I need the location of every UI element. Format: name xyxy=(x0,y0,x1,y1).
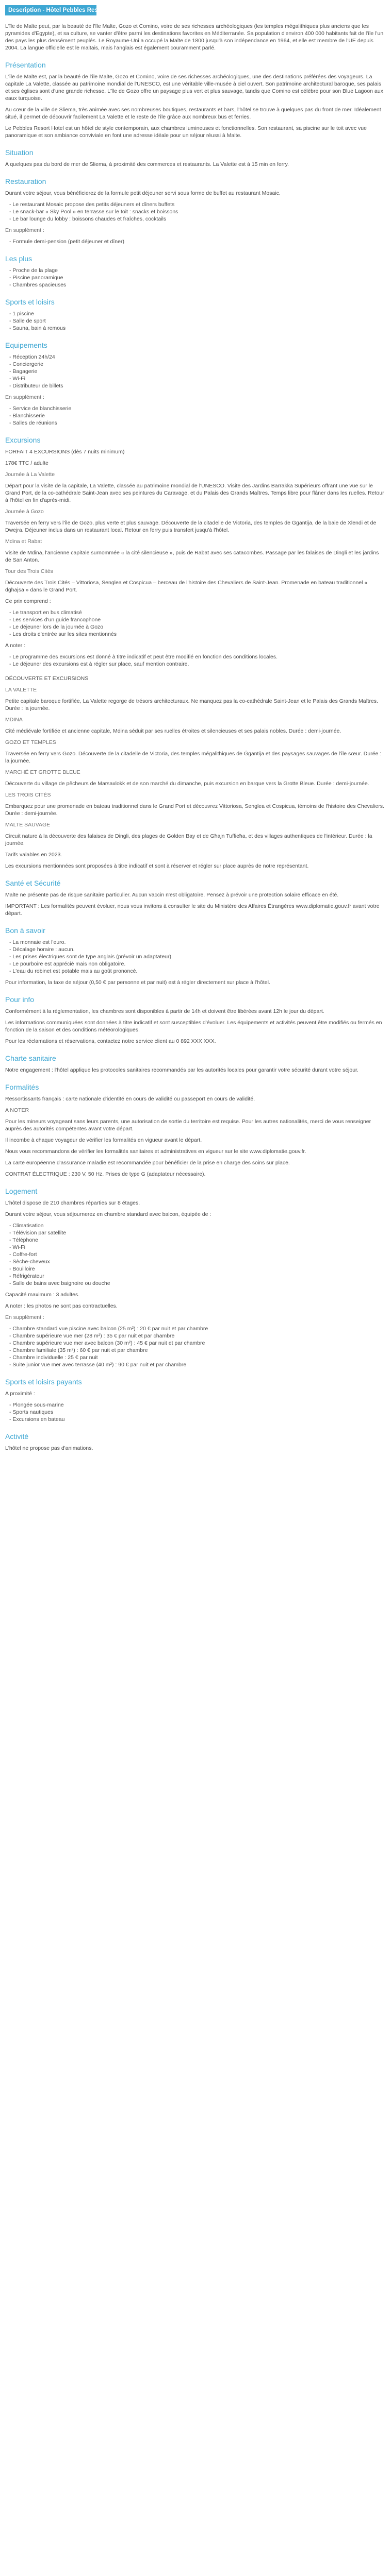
section-heading-les-plus: Les plus xyxy=(5,255,32,263)
list-item: - Chambre supérieure vue mer (28 m²) : 35 € par nuit et par chambre xyxy=(9,1332,386,1340)
list-item: - Le transport en bus climatisé xyxy=(9,609,386,616)
list-item: - Distributeur de billets xyxy=(9,382,386,389)
situation-text: A quelques pas du bord de mer de Sliema, à proximité des commerces et restaurants. La Valette est à 15 min en ferry. xyxy=(5,161,289,167)
activite-text: L'hôtel ne propose pas d'animations. xyxy=(5,1445,93,1451)
excursions-notes-title: A noter : xyxy=(5,642,26,649)
bon-a-savoir-list xyxy=(5,939,386,975)
logement-capacity: Capacité maximum : 3 adultes. xyxy=(5,1292,80,1298)
list-item: - Sauna, bain à remous xyxy=(9,325,386,332)
info-p3: Pour les réclamations et réservations, contactez notre service client au 0 892 XXX XXX. xyxy=(5,1038,216,1044)
info-p2: Les informations communiquées sont données à titre indicatif et sont susceptibles d'évoluer. Les équipements et activités peuvent être modifiés ou fermés en fonction de la saison et des conditions météorologiques. xyxy=(5,1020,382,1033)
list-item: - Bouilloire xyxy=(9,1265,386,1273)
equipements-supplement-list xyxy=(5,405,386,427)
formalites-p6: CONTRAT ÉLECTRIQUE : 230 V, 50 Hz. Prises de type G (adaptateur nécessaire). xyxy=(5,1171,206,1177)
bon-a-savoir-text: Pour information, la taxe de séjour (0,50 € par personne et par nuit) est à régler directement sur place à l'hôtel. xyxy=(5,979,270,986)
list-item: - Blanchisserie xyxy=(9,412,386,419)
list-item: - Chambre individuelle : 25 € par nuit xyxy=(9,1354,386,1361)
decouverte-text-5: Embarquez pour une promenade en bateau traditionnel dans le Grand Port et découvrez Vittoriosa, Senglea et Cospicua, témoins de l'histoire des Chevaliers. Durée : demi-journée. xyxy=(5,803,384,817)
formalites-p3: Il incombe à chaque voyageur de vérifier les formalités en vigueur avant le départ. xyxy=(5,1137,202,1143)
list-item: - Télévision par satellite xyxy=(9,1229,386,1236)
list-item: - Plongée sous-marine xyxy=(9,1401,386,1409)
list-item: - Salles de réunions xyxy=(9,419,386,427)
decouverte-heading: DÉCOUVERTE ET EXCURSIONS xyxy=(5,675,89,682)
equipements-supplement-title: En supplément : xyxy=(5,394,44,400)
list-item: - Le programme des excursions est donné à titre indicatif et peut être modifié en fonction des conditions locales. xyxy=(9,653,386,660)
list-item: - Chambre familiale (35 m²) : 60 € par nuit et par chambre xyxy=(9,1347,386,1354)
list-item: - Chambre standard vue piscine avec balcon (25 m²) : 20 € par nuit et par chambre xyxy=(9,1325,386,1332)
list-item: - Formule demi-pension (petit déjeuner et dîner) xyxy=(9,238,386,245)
les-plus-list xyxy=(5,267,386,289)
sports-payants-intro: A proximité : xyxy=(5,1391,35,1397)
decouverte-text-3: Traversée en ferry vers Gozo. Découverte de la citadelle de Victoria, des temples mégalithiques de Ġgantija et des paysages sauvages de l'île sœur. Durée : la journée. xyxy=(5,751,382,764)
section-heading-equipements: Equipements xyxy=(5,341,47,349)
excursions-price: 178€ TTC / adulte xyxy=(5,460,48,466)
list-item: - Excursions en bateau xyxy=(9,1416,386,1423)
decouverte-notice: Les excursions mentionnées sont proposées à titre indicatif et sont à réserver et régler sur place auprès de notre représentant. xyxy=(5,863,309,869)
charte-text: Notre engagement : l'hôtel applique les protocoles sanitaires recommandés par les autorités locales pour garantir votre sécurité durant votre séjour. xyxy=(5,1067,359,1073)
section-heading-charte: Charte sanitaire xyxy=(5,1054,56,1062)
formalites-p2: Pour les mineurs voyageant sans leurs parents, une autorisation de sortie du territoire est requise. Pour les autres nationalités, merci de vous renseigner auprès des autorités compétentes avant votre départ. xyxy=(5,1118,371,1132)
excursions-includes-title: Ce prix comprend : xyxy=(5,598,51,604)
restauration-intro: Durant votre séjour, vous bénéficierez de la formule petit déjeuner servi sous forme de buffet au restaurant Mosaic. xyxy=(5,190,281,196)
info-p1: Conformément à la réglementation, les chambres sont disponibles à partir de 14h et doivent être libérées avant 12h le jour du départ. xyxy=(5,1008,324,1014)
decouverte-title-6: MALTE SAUVAGE xyxy=(5,822,51,828)
decouverte-title-1: LA VALETTE xyxy=(5,687,37,693)
list-item: - Salle de sport xyxy=(9,317,386,325)
decouverte-text-2: Cité médiévale fortifiée et ancienne capitale, Mdina séduit par ses ruelles étroites et silencieuses et ses palais nobles. Durée : demi-journée. xyxy=(5,728,341,734)
sports-payants-list xyxy=(5,1401,386,1423)
list-item: - Service de blanchisserie xyxy=(9,405,386,412)
logement-equipment-list xyxy=(5,1222,386,1287)
section-heading-activite: Activité xyxy=(5,1432,29,1440)
excursion-3-text: Visite de Mdina, l'ancienne capitale surnommée « la cité silencieuse », puis de Rabat avec ses catacombes. Passage par les falaises de Dingli et les jardins de San Anton. xyxy=(5,550,379,563)
section-heading-situation: Situation xyxy=(5,148,34,157)
excursion-4-text: Découverte des Trois Cités – Vittoriosa, Senglea et Cospicua – berceau de l'histoire des Chevaliers de Saint-Jean. Promenade en bateau traditionnel « dghajsa » dans le Grand Port. xyxy=(5,580,368,593)
section-heading-restauration: Restauration xyxy=(5,177,46,185)
equipements-list xyxy=(5,353,386,389)
list-item: - Le snack-bar « Sky Pool » en terrasse sur le toit : snacks et boissons xyxy=(9,208,386,215)
excursions-includes-list xyxy=(5,609,386,638)
decouverte-title-4: MARCHÉ ET GROTTE BLEUE xyxy=(5,769,80,775)
formalites-p1: Ressortissants français : carte nationale d'identité en cours de validité ou passeport en cours de validité. xyxy=(5,1096,255,1102)
page-title: Description - Hôtel Pebbles Resort Hotel **** xyxy=(5,5,96,15)
restauration-supplement-list xyxy=(5,238,386,245)
section-heading-presentation: Présentation xyxy=(5,61,46,69)
section-heading-excursions: Excursions xyxy=(5,436,41,444)
list-item: - Suite junior vue mer avec terrasse (40 m²) : 90 € par nuit et par chambre xyxy=(9,1361,386,1368)
logement-equipment-title: Durant votre séjour, vous séjournerez en chambre standard avec balcon, équipée de : xyxy=(5,1211,211,1217)
list-item: - Décalage horaire : aucun. xyxy=(9,946,386,953)
section-heading-sports: Sports et loisirs xyxy=(5,298,55,306)
sante-p2: IMPORTANT : Les formalités peuvent évoluer, nous vous invitons à consulter le site du Ministère des Affaires Étrangères www.diplomatie.gouv.fr avant votre départ. xyxy=(5,903,380,917)
list-item: - Coffre-fort xyxy=(9,1251,386,1258)
decouverte-tarifs: Tarifs valables en 2023. xyxy=(5,852,62,858)
list-item: - Réfrigérateur xyxy=(9,1273,386,1280)
list-item: - 1 piscine xyxy=(9,310,386,317)
list-item: - Réception 24h/24 xyxy=(9,353,386,361)
list-item: - Téléphone xyxy=(9,1236,386,1244)
list-item: - Le restaurant Mosaic propose des petits déjeuners et dîners buffets xyxy=(9,201,386,208)
list-item: - Bagagerie xyxy=(9,368,386,375)
list-item: - La monnaie est l'euro. xyxy=(9,939,386,946)
logement-supplement-list xyxy=(5,1325,386,1368)
restauration-supplement-title: En supplément : xyxy=(5,227,44,233)
decouverte-text-1: Petite capitale baroque fortifiée, La Valette regorge de trésors architecturaux. Ne manquez pas la co-cathédrale Saint-Jean et le Palais des Grands Maîtres. Durée : la journée. xyxy=(5,698,378,711)
decouverte-text-6: Circuit nature à la découverte des falaises de Dingli, des plages de Golden Bay et de Għajn Tuffieħa, et des villages authentiques de l'intérieur. Durée : la journée. xyxy=(5,833,372,846)
page-content xyxy=(0,5,391,1452)
logement-note: A noter : les photos ne sont pas contractuelles. xyxy=(5,1303,118,1309)
presentation-p1: L'île de Malte est, par la beauté de l'île Malte, Gozo et Comino, voire de ses richesses archéologiques, une des destinations préférées des voyageurs. La capitale La Valette, classée au patrimoine mondial de l'UNESCO, est une véritable ville-musée à ciel ouvert. Son patrimoine architectural baroque, ses palais et ses églises sont d'une grande richesse. L'île de Gozo offre un paysage plus vert et plus sauvage, tandis que Comino est célèbre pour son Blue Lagoon aux eaux turquoise. xyxy=(5,74,383,101)
section-heading-bon-a-savoir: Bon à savoir xyxy=(5,926,45,935)
list-item: - Proche de la plage xyxy=(9,267,386,274)
list-item: - Les prises électriques sont de type anglais (prévoir un adaptateur). xyxy=(9,953,386,960)
list-item: - Les services d'un guide francophone xyxy=(9,616,386,623)
excursions-notes-list xyxy=(5,653,386,668)
excursion-2-title: Journée à Gozo xyxy=(5,509,44,515)
list-item: - Chambres spacieuses xyxy=(9,281,386,289)
excursion-1-text: Départ pour la visite de la capitale, La Valette, classée au patrimoine mondial de l'UNESCO. Visite des Jardins Barrakka Supérieurs offrant une vue sur le Grand Port, de la co-cathédrale Saint-Jean avec ses peintures du Caravage, et du Palais des Grands Maîtres. Temps libre pour flâner dans les ruelles. Retour à l'hôtel en fin d'après-midi. xyxy=(5,483,384,503)
list-item: - Salle de bains avec baignoire ou douche xyxy=(9,1280,386,1287)
decouverte-title-2: MDINA xyxy=(5,717,23,723)
list-item: - Sèche-cheveux xyxy=(9,1258,386,1265)
section-heading-sports-payants: Sports et loisirs payants xyxy=(5,1378,82,1386)
section-heading-logement: Logement xyxy=(5,1187,38,1195)
section-heading-formalites: Formalités xyxy=(5,1083,39,1091)
sports-list xyxy=(5,310,386,332)
excursion-4-title: Tour des Trois Cités xyxy=(5,568,53,574)
list-item: - Le pourboire est apprécié mais non obligatoire. xyxy=(9,960,386,968)
list-item: - Conciergerie xyxy=(9,361,386,368)
excursion-1-title: Journée à La Valette xyxy=(5,471,55,478)
formalites-notice-title: A NOTER xyxy=(5,1107,29,1113)
sante-p1: Malte ne présente pas de risque sanitaire particulier. Aucun vaccin n'est obligatoire. Pensez à prévoir une protection solaire efficace en été. xyxy=(5,892,339,898)
intro-text: L'île de Malte peut, par la beauté de l'île Malte, Gozo et Comino, voire de ses richesses archéologiques (les temples mégalithiques plus anciens que les pyramides d'Egypte), et sa culture, se vanter d'être parmi les destinations favorites en Méditerranée. Sa population d'environ 400 000 habitants fait de l'île l'un des pays les plus densément peuplés. Le Royaume-Uni a occupé la Malte de 1800 jusqu'à son indépendance en 1964, et elle est membre de l'UE depuis 2004. La langue officielle est le maltais, mais l'anglais est également couramment parlé. xyxy=(5,23,384,51)
presentation-p2: Au cœur de la ville de Sliema, très animée avec ses nombreuses boutiques, restaurants et bars, l'hôtel se trouve à quelques pas du front de mer. Idéalement situé, il permet de découvrir facilement La Valette et le reste de l'île grâce aux nombreux bus et ferries. xyxy=(5,107,381,120)
logement-supplement-title: En supplément : xyxy=(5,1314,44,1320)
list-item: - Le déjeuner des excursions est à régler sur place, sauf mention contraire. xyxy=(9,660,386,668)
section-heading-pour-info: Pour info xyxy=(5,995,35,1004)
restauration-list xyxy=(5,201,386,223)
list-item: - Piscine panoramique xyxy=(9,274,386,281)
formalites-p4: Nous vous recommandons de vérifier les formalités sanitaires et administratives en vigueur sur le site www.diplomatie.gouv.fr. xyxy=(5,1148,306,1155)
excursion-3-title: Mdina et Rabat xyxy=(5,538,42,545)
list-item: - Le bar lounge du lobby : boissons chaudes et fraîches, cocktails xyxy=(9,215,386,223)
list-item: - Wi-Fi xyxy=(9,1244,386,1251)
logement-intro: L'hôtel dispose de 210 chambres réparties sur 8 étages. xyxy=(5,1200,140,1206)
list-item: - L'eau du robinet est potable mais au goût prononcé. xyxy=(9,968,386,975)
decouverte-text-4: Découverte du village de pêcheurs de Marsaxlokk et de son marché du dimanche, puis excursion en barque vers la Grotte Bleue. Durée : demi-journée. xyxy=(5,781,369,787)
section-heading-sante: Santé et Sécurité xyxy=(5,879,61,887)
list-item: - Chambre supérieure vue mer avec balcon (30 m²) : 45 € par nuit et par chambre xyxy=(9,1340,386,1347)
excursions-forfait-title: FORFAIT 4 EXCURSIONS (dès 7 nuits minimum) xyxy=(5,449,125,455)
decouverte-title-3: GOZO ET TEMPLES xyxy=(5,739,56,745)
excursion-2-text: Traversée en ferry vers l'île de Gozo, plus verte et plus sauvage. Découverte de la citadelle de Victoria, des temples de Ġgantija, de la baie de Xlendi et de Dwejra. Déjeuner inclus dans un restaurant local. Retour en ferry puis transfert jusqu'à l'hôtel. xyxy=(5,520,377,533)
formalites-p5: La carte européenne d'assurance maladie est recommandée pour bénéficier de la prise en charge des soins sur place. xyxy=(5,1160,290,1166)
list-item: - Climatisation xyxy=(9,1222,386,1229)
presentation-p3: Le Pebbles Resort Hotel est un hôtel de style contemporain, aux chambres lumineuses et fonctionnelles. Son restaurant, sa piscine sur le toit avec vue panoramique et son ambiance conviviale en font une adresse idéale pour un séjour réussi à Malte. xyxy=(5,125,367,139)
list-item: - Wi-Fi xyxy=(9,375,386,382)
decouverte-title-5: LES TROIS CITÉS xyxy=(5,792,51,798)
list-item: - Les droits d'entrée sur les sites mentionnés xyxy=(9,631,386,638)
list-item: - Sports nautiques xyxy=(9,1409,386,1416)
list-item: - Le déjeuner lors de la journée à Gozo xyxy=(9,623,386,631)
